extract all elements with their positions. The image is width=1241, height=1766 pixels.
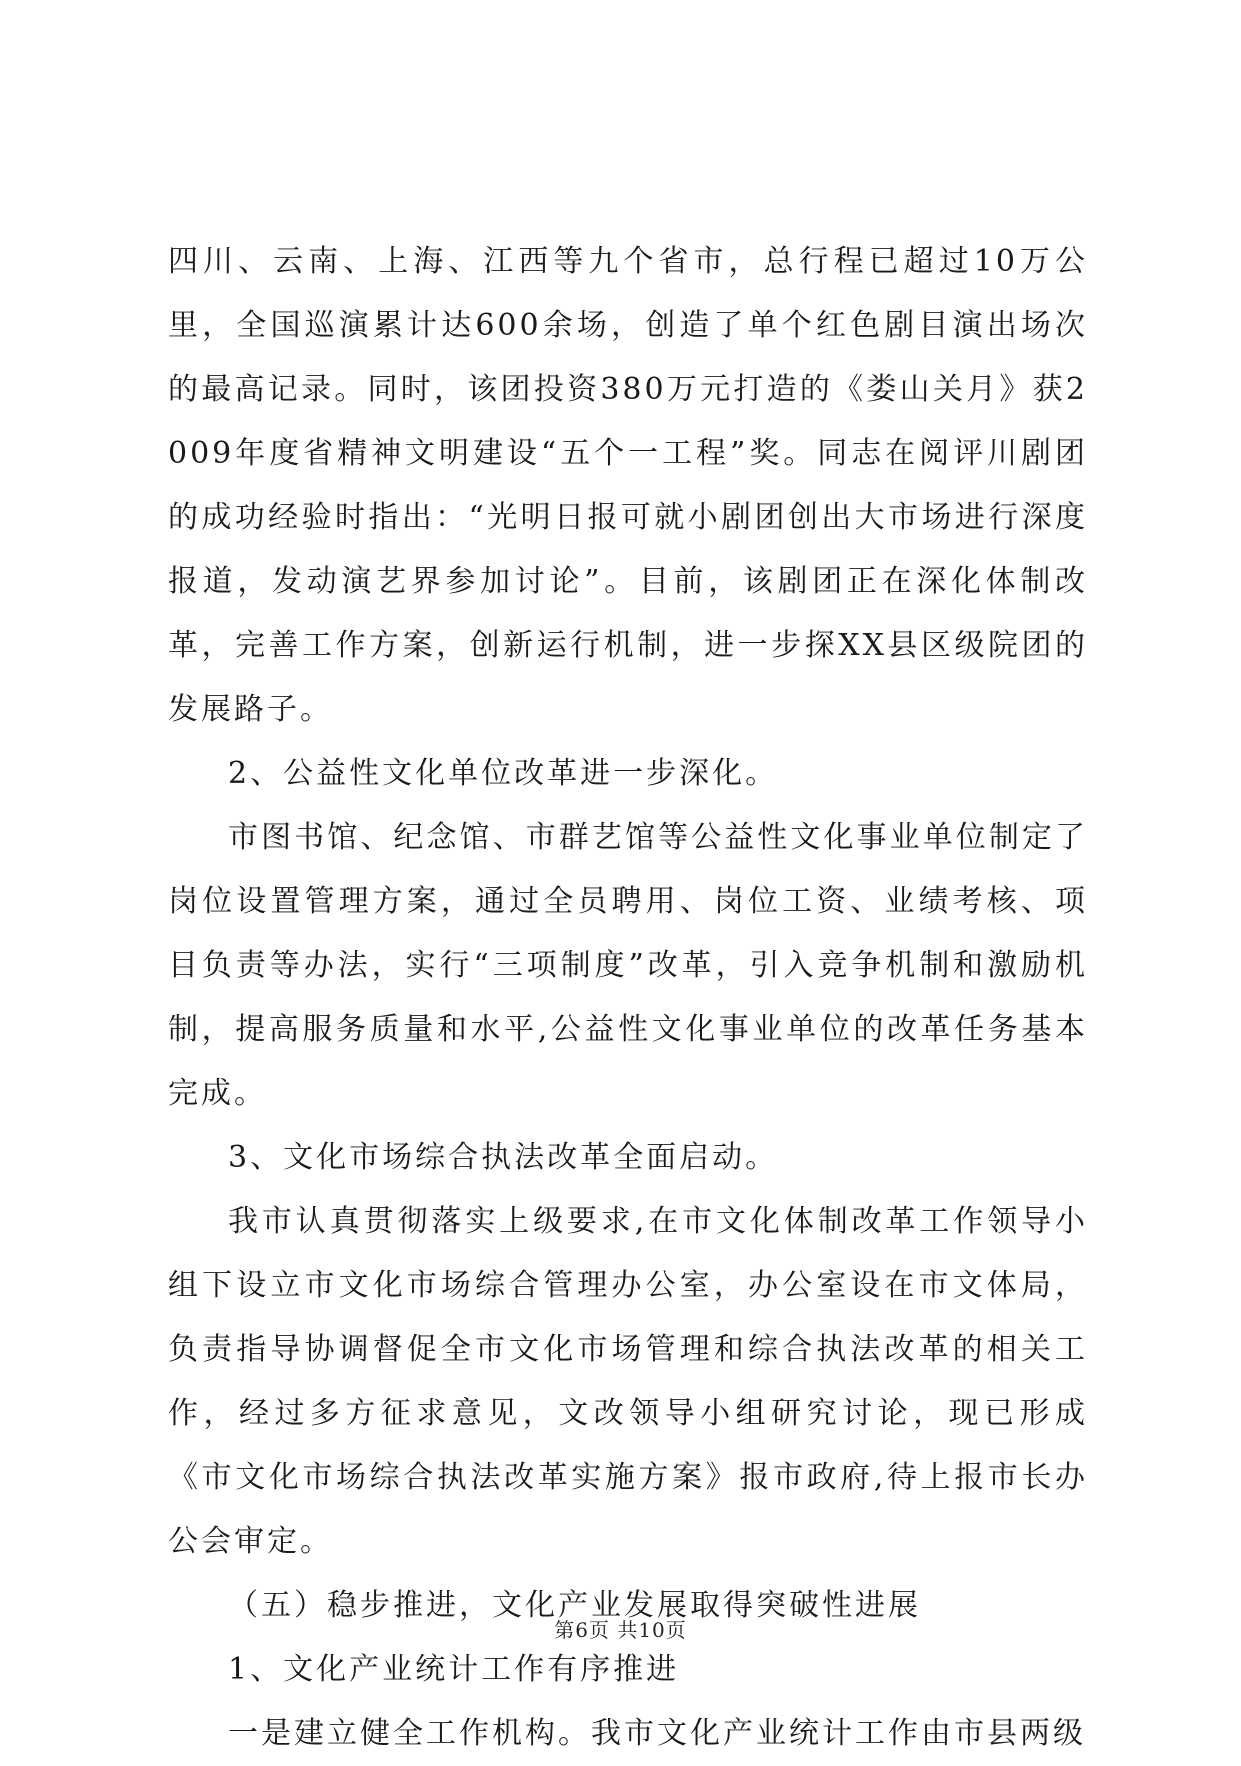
paragraph-public-welfare: 市图书馆、纪念馆、市群艺馆等公益性文化事业单位制定了岗位设置管理方案，通过全员聘用、岗位工资、业绩考核、项目负责等办法，实行“三项制度”改革，引入竞争机制和激励机制，提高服务质量和水平,公益性文化事业单位的改革任务基本完成。: [168, 820, 1088, 1111]
section-heading-culture-industry: （五）稳步推进，文化产业发展取得突破性进展: [228, 1588, 921, 1623]
subheading-statistics-work: 1、文化产业统计工作有序推进: [228, 1652, 680, 1687]
subheading-public-welfare-reform: 2、公益性文化单位改革进一步深化。: [228, 756, 779, 791]
paragraph-continuation: 四川、云南、上海、江西等九个省市，总行程已超过10万公里，全国巡演累计达600余场，创造了单个红色剧目演出场次的最高记录。同时，该团投资380万元打造的《娄山关月》获2009年度省精神文明建设“五个一工程”奖。同志在阅评川剧团的成功经验时指出：“光明日报可就小剧团创出大市场进行深度报道，发动演艺界参加讨论”。目前，该剧团正在深化体制改革，完善工作方案，创新运行机制，进一步探XX县区级院团的发展路子。: [168, 244, 1088, 727]
document-body: [168, 230, 1088, 1766]
paragraph-statistics: 一是建立健全工作机构。我市文化产业统计工作由市县两级: [228, 1716, 1086, 1751]
paragraph-market-enforcement: 我市认真贯彻落实上级要求,在市文化体制改革工作领导小组下设立市文化市场综合管理办公室，办公室设在市文体局，负责指导协调督促全市文化市场管理和综合执法改革的相关工作，经过多方征求意见，文改领导小组研究讨论，现已形成《市文化市场综合执法改革实施方案》报市政府,待上报市长办公会审定。: [168, 1204, 1088, 1559]
page-number-footer: 第6页 共10页: [554, 1618, 687, 1642]
subheading-market-enforcement-reform: 3、文化市场综合执法改革全面启动。: [228, 1140, 779, 1175]
